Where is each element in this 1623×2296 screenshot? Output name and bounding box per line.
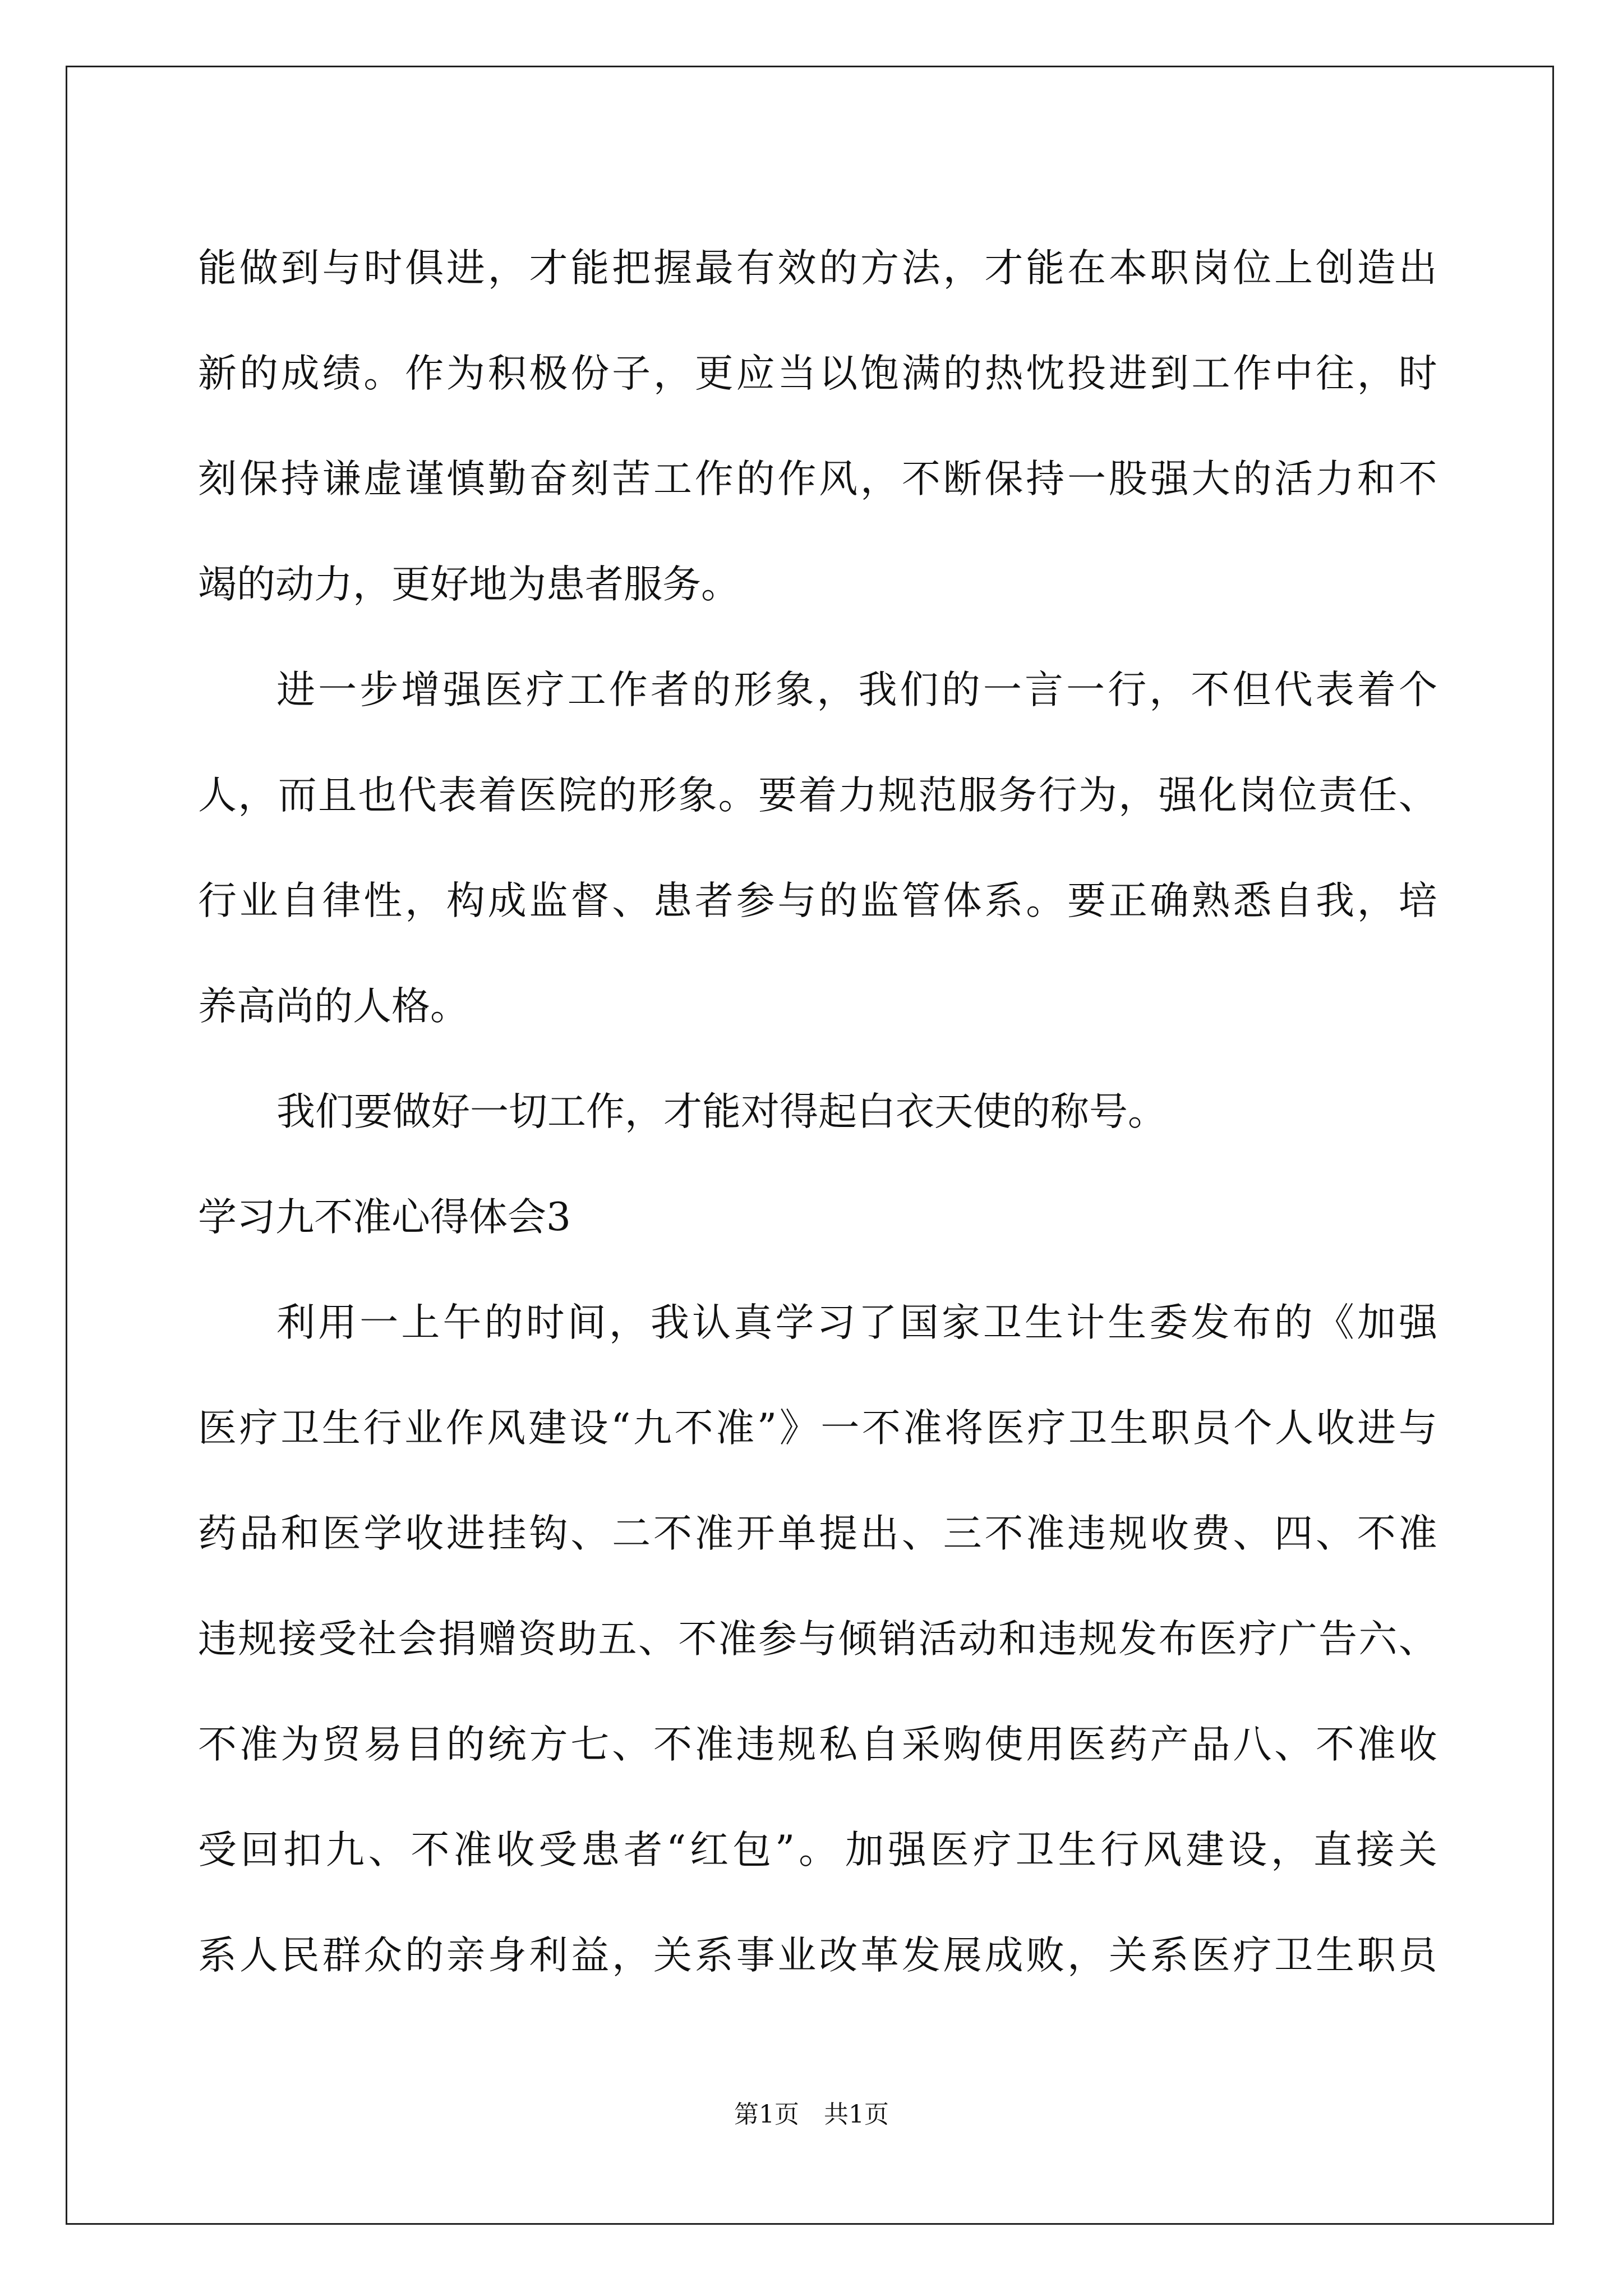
body-text-line: 违 规 接 受 社 会 捐 赠 资 助 五 、 不 准 参 与 倾 销 活 动 和 违 规 发 布 医 疗 广 告 六 、 xyxy=(198,1617,1437,1662)
body-text-line: 受 回 扣 九 、 不 准 收 受 患 者 “ 红 包 ” 。 加 强 医 疗 卫 生 行 风 建 设 ， 直 接 关 xyxy=(198,1828,1437,1872)
body-text-line: 新 的 成 绩 。 作 为 积 极 份 子 ， 更 应 当 以 饱 满 的 热 忱 投 进 到 工 作 中 往 ， 时 xyxy=(198,351,1437,396)
body-text-line: 行 业 自 律 性 ， 构 成 监 督 、 患 者 参 与 的 监 管 体 系 。 要 正 确 熟 悉 自 我 ， 培 xyxy=(198,878,1437,923)
body-text-line: 不 准 为 贸 易 目 的 统 方 七 、 不 准 违 规 私 自 采 购 使 用 医 药 产 品 八 、 不 准 收 xyxy=(198,1722,1437,1767)
body-text-line: 药 品 和 医 学 收 进 挂 钩 、 二 不 准 开 单 提 出 、 三 不 准 违 规 收 费 、 四 、 不 准 xyxy=(198,1511,1437,1556)
body-text-line: 系 人 民 群 众 的 亲 身 利 益 ， 关 系 事 业 改 革 发 展 成 败 ， 关 系 医 疗 卫 生 职 员 xyxy=(198,1933,1437,1978)
body-text-line: 进 一 步 增 强 医 疗 工 作 者 的 形 象 ， 我 们 的 一 言 一 行 ， 不 但 代 表 着 个 xyxy=(276,668,1437,712)
body-text-line: 竭的动力，更好地为患者服务。 xyxy=(198,562,740,607)
body-text-line: 刻 保 持 谦 虚 谨 慎 勤 奋 刻 苦 工 作 的 作 风 ， 不 断 保 持 一 股 强 大 的 活 力 和 不 xyxy=(198,457,1437,501)
body-text-line: 养高尚的人格。 xyxy=(198,984,469,1029)
body-text-line: 医 疗 卫 生 行 业 作 风 建 设 “ 九 不 准 ” 》 一 不 准 将 医 疗 卫 生 职 员 个 人 收 进 与 xyxy=(198,1406,1437,1451)
body-text-line: 我们要做好一切工作，才能对得起白衣天使的称号。 xyxy=(276,1089,1166,1134)
document-body xyxy=(198,215,1437,2008)
body-text-line: 能 做 到 与 时 俱 进 ， 才 能 把 握 最 有 效 的 方 法 ， 才 能 在 本 职 岗 位 上 创 造 出 xyxy=(198,246,1437,291)
body-text-line: 人 ， 而 且 也 代 表 着 医 院 的 形 象 。 要 着 力 规 范 服 务 行 为 ， 强 化 岗 位 责 任 、 xyxy=(198,773,1437,818)
body-text-line: 利 用 一 上 午 的 时 间 ， 我 认 真 学 习 了 国 家 卫 生 计 生 委 发 布 的 《 加 强 xyxy=(276,1300,1437,1345)
section-heading: 学习九不准心得体会3 xyxy=(198,1195,571,1240)
page-footer: 第1页 共1页 xyxy=(734,2100,889,2129)
